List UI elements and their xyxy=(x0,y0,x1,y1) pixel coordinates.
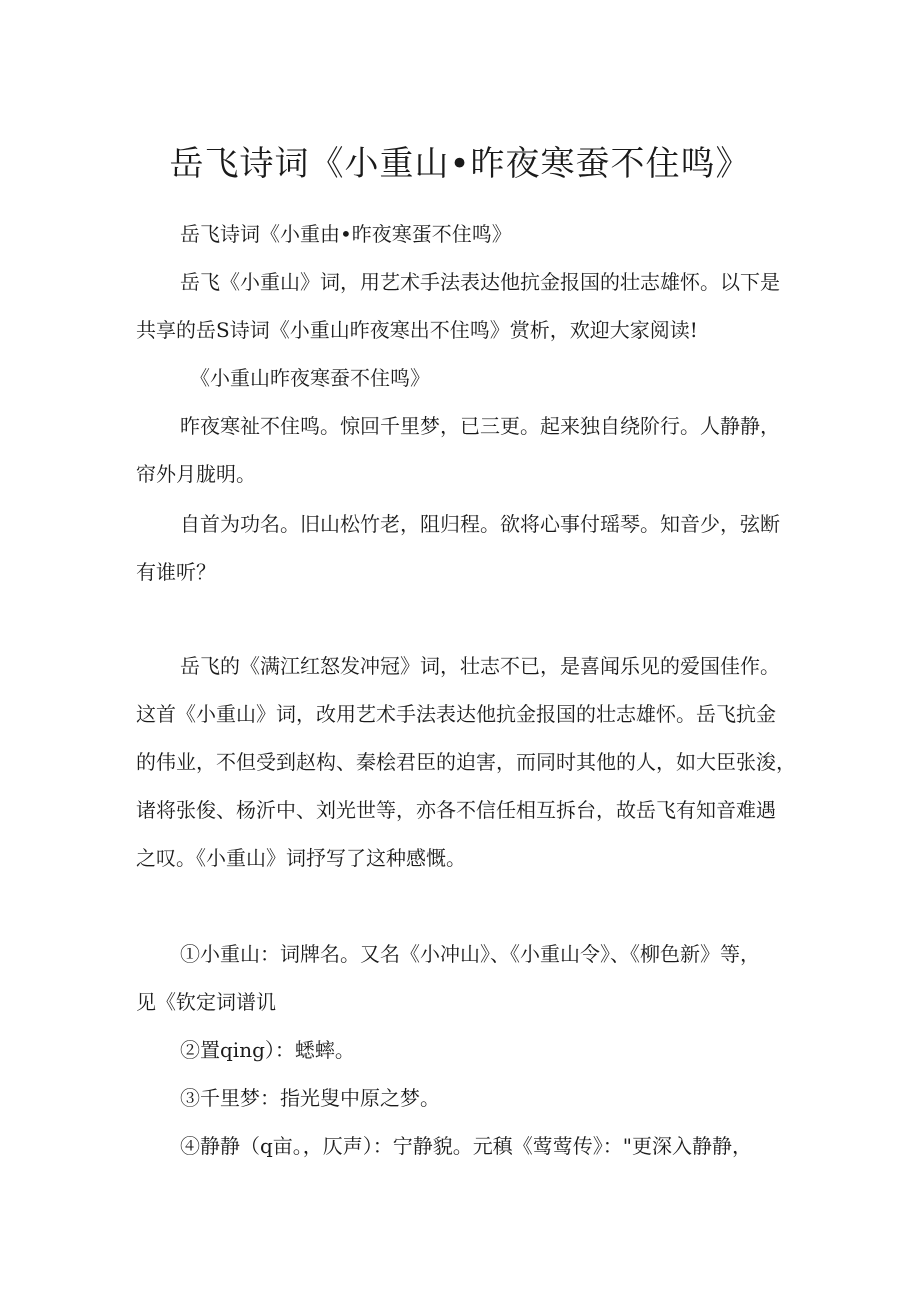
poem-line: 帘外月胧明。 xyxy=(136,462,256,486)
note-line: ①小重山：词牌名。又名《小冲山》、《小重山令》、《柳色新》等， xyxy=(180,942,760,966)
analysis-line: 的伟业，不但受到赵构、秦桧君臣的迫害，而同时其他的人，如大臣张浚， xyxy=(136,750,796,774)
intro-line: 共享的岳S诗词《小重山昨夜寒出不住鸣》赏析，欢迎大家阅读! xyxy=(136,318,698,342)
poem-title: 《小重山昨夜寒蚕不住鸣》 xyxy=(190,366,430,390)
poem-line: 有谁听？ xyxy=(136,560,216,584)
document-title: 岳飞诗词《小重山•昨夜寒蚕不住鸣》 xyxy=(169,144,751,184)
intro-line: 岳飞《小重山》词，用艺术手法表达他抗金报国的壮志雄怀。以下是 xyxy=(180,270,780,294)
analysis-line: 这首《小重山》词，改用艺术手法表达他抗金报国的壮志雄怀。岳飞抗金 xyxy=(136,702,776,726)
poem-line: 自首为功名。旧山松竹老，阻归程。欲将心事付瑶琴。知音少，弦断 xyxy=(180,512,780,536)
analysis-line: 岳飞的《满江红怒发冲冠》词，壮志不已，是喜闻乐见的爱国佳作。 xyxy=(180,654,780,678)
note-line: ④静静（q亩。，仄声）：宁静貌。元稹《莺莺传》："更深入静静， xyxy=(180,1134,753,1158)
note-line: 见《钦定词谱讥 xyxy=(136,990,276,1014)
poem-line: 昨夜寒祉不住鸣。惊回千里梦，已三更。起来独自绕阶行。人静静， xyxy=(180,414,780,438)
analysis-line: 诸将张俊、杨沂中、刘光世等，亦各不信任相互拆台，故岳飞有知音难遇 xyxy=(136,798,776,822)
analysis-line: 之叹。《小重山》词抒写了这种感慨。 xyxy=(136,846,466,870)
subtitle-line: 岳飞诗词《小重由•昨夜寒蛋不住鸣》 xyxy=(180,222,512,246)
note-line: ②置qing）：蟋蟀。 xyxy=(180,1038,355,1062)
note-line: ③千里梦：指光叟中原之梦。 xyxy=(180,1086,440,1110)
